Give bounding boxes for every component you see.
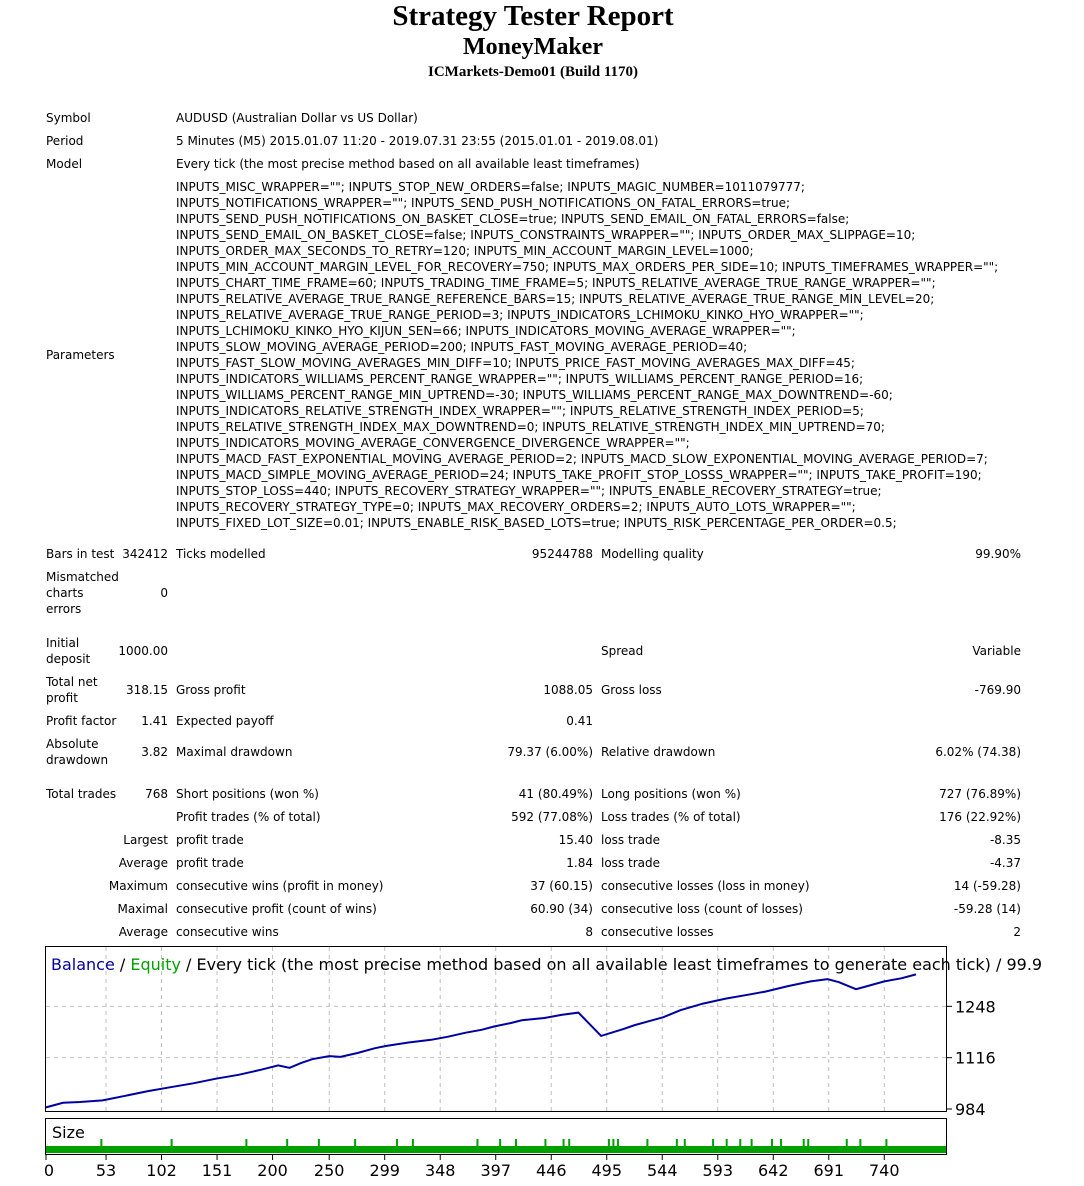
x-tick-label: 593 [702, 1161, 734, 1180]
parameters-line: INPUTS_RECOVERY_STRATEGY_TYPE=0; INPUTS_MAX_RECOVERY_ORDERS=2; INPUTS_AUTO_LOTS_WRAPPER=""; [176, 500, 856, 514]
maximal-profit-label: consecutive profit (count of wins) [176, 902, 377, 916]
parameters-line: INPUTS_MACD_FAST_EXPONENTIAL_MOVING_AVERAGE_PERIOD=2; INPUTS_MACD_SLOW_EXPONENTIAL_MOVING_AVERAGE_PERIOD=7; [176, 452, 988, 466]
size-spike [515, 1139, 517, 1147]
trades-value: 768 [145, 787, 168, 801]
parameters-line: INPUTS_SLOW_MOVING_AVERAGE_PERIOD=200; INPUTS_FAST_MOVING_AVERAGE_PERIOD=40; [176, 340, 748, 354]
size-spike [608, 1139, 610, 1147]
long-value: 727 (76.89%) [939, 787, 1021, 801]
netprofit-label-1: Total net [46, 675, 98, 689]
payoff-label: Expected payoff [176, 714, 274, 728]
avg-losses-label: consecutive losses [601, 925, 714, 939]
x-tick-label: 299 [369, 1161, 400, 1180]
size-spike [885, 1139, 887, 1147]
x-tick-label: 495 [591, 1161, 623, 1180]
maxdd-value: 79.37 (6.00%) [507, 745, 593, 759]
y-tick-label: 1248 [955, 997, 996, 1017]
size-spike [563, 1139, 565, 1147]
size-spike [100, 1139, 102, 1147]
x-tick-label: 250 [313, 1161, 345, 1180]
size-spike [751, 1139, 753, 1147]
size-spike [771, 1139, 773, 1147]
size-baseline-bar [46, 1146, 946, 1153]
parameters-line: INPUTS_ORDER_MAX_SECONDS_TO_RETRY=120; INPUTS_MIN_ACCOUNT_MARGIN_LEVEL=1000; [176, 244, 754, 258]
ltrades-value: 176 (22.92%) [939, 810, 1021, 824]
pf-value: 1.41 [141, 714, 168, 728]
size-spike [712, 1139, 714, 1147]
parameters-line: INPUTS_SEND_PUSH_NOTIFICATIONS_ON_BASKET_CLOSE=true; INPUTS_SEND_EMAIL_ON_FATAL_ERRORS=false; [176, 212, 850, 226]
spread-label: Spread [601, 644, 644, 658]
ptrades-value: 592 (77.08%) [511, 810, 593, 824]
size-spike [676, 1139, 678, 1147]
initial-value: 1000.00 [118, 644, 168, 658]
maximum-label: Maximum [108, 879, 168, 893]
parameters-line: INPUTS_INDICATORS_WILLIAMS_PERCENT_RANGE_WRAPPER=""; INPUTS_WILLIAMS_PERCENT_RANGE_PERIOD=16; [176, 372, 864, 386]
mismatch-label-2: charts [46, 586, 84, 600]
balance-equity-chart [45, 946, 1055, 1186]
grossprofit-label: Gross profit [176, 683, 246, 697]
parameters-line: INPUTS_MISC_WRAPPER=""; INPUTS_STOP_NEW_ORDERS=false; INPUTS_MAGIC_NUMBER=1011079777; [176, 180, 805, 194]
y-tick-label: 984 [955, 1100, 986, 1119]
largest-label: Largest [123, 833, 168, 847]
parameters-line: INPUTS_INDICATORS_RELATIVE_STRENGTH_INDEX_WRAPPER=""; INPUTS_RELATIVE_STRENGTH_INDEX_PERIOD=5; [176, 404, 864, 418]
model-value: Every tick (the most precise method based on all available least timeframes) [176, 157, 640, 171]
size-spike [807, 1139, 809, 1147]
ticks-label: Ticks modelled [176, 547, 266, 561]
bars-value: 342412 [122, 547, 168, 561]
absdd-value: 3.82 [141, 745, 168, 759]
parameters-line: INPUTS_NOTIFICATIONS_WRAPPER=""; INPUTS_SEND_PUSH_NOTIFICATIONS_ON_FATAL_ERRORS=true; [176, 196, 791, 210]
average-loss-label: loss trade [601, 856, 660, 870]
parameters-line: INPUTS_FIXED_LOT_SIZE=0.01; INPUTS_ENABLE_RISK_BASED_LOTS=true; INPUTS_RISK_PERCENTAGE_PER_ORDER=0.5; [176, 516, 897, 530]
model-label: Model [46, 157, 83, 171]
size-spike [739, 1139, 741, 1147]
x-tick-label: 53 [95, 1161, 117, 1180]
payoff-value: 0.41 [566, 714, 593, 728]
period-label: Period [46, 134, 84, 148]
expert-name: MoneyMaker [463, 34, 603, 60]
parameters-line: INPUTS_RELATIVE_AVERAGE_TRUE_RANGE_REFERENCE_BARS=15; INPUTS_RELATIVE_AVERAGE_TRUE_RANGE_MIN_LEVEL=20; [176, 292, 935, 306]
x-tick-label: 0 [43, 1161, 55, 1180]
short-value: 41 (80.49%) [518, 787, 593, 801]
x-tick-label: 397 [480, 1161, 511, 1180]
size-spike [684, 1139, 686, 1147]
max-losses-label: consecutive losses (loss in money) [601, 879, 810, 893]
short-label: Short positions (won %) [176, 787, 319, 801]
x-tick-label: 348 [424, 1161, 456, 1180]
parameters-label: Parameters [46, 348, 115, 362]
maximal-label: Maximal [117, 902, 168, 916]
mismatch-value: 0 [160, 586, 168, 600]
maximal-profit-value: 60.90 (34) [530, 902, 593, 916]
size-spike [612, 1139, 614, 1147]
average-profit-label: profit trade [176, 856, 244, 870]
largest-loss-value: -8.35 [989, 833, 1021, 847]
size-spike [286, 1139, 288, 1147]
max-losses-value: 14 (-59.28) [953, 879, 1021, 893]
avg-losses-value: 2 [1013, 925, 1021, 939]
x-tick-label: 691 [813, 1161, 845, 1180]
server-name: ICMarkets-Demo01 (Build 1170) [428, 64, 638, 80]
parameters-line: INPUTS_MACD_SIMPLE_MOVING_AVERAGE_PERIOD=24; INPUTS_TAKE_PROFIT_STOP_LOSSS_WRAPPER=""; INPUTS_TAKE_PROFIT=190; [176, 468, 982, 482]
average-label: Average [118, 856, 168, 870]
size-spike [859, 1139, 861, 1147]
size-spike [646, 1139, 648, 1147]
trades-label: Total trades [46, 787, 117, 801]
size-spike [726, 1139, 728, 1147]
size-spike [846, 1139, 848, 1147]
parameters-line: INPUTS_STOP_LOSS=440; INPUTS_RECOVERY_STRATEGY_WRAPPER=""; INPUTS_ENABLE_RECOVERY_STRATEGY=true; [176, 484, 882, 498]
mismatch-label-1: Mismatched [46, 570, 119, 584]
size-label: Size [52, 1123, 85, 1142]
parameters-line: INPUTS_WILLIAMS_PERCENT_RANGE_MIN_UPTREND=-30; INPUTS_WILLIAMS_PERCENT_RANGE_MAX_DOWNTREND=-60; [176, 388, 893, 402]
x-tick-label: 544 [646, 1161, 678, 1180]
spread-value: Variable [972, 644, 1021, 658]
initial-label-1: Initial [46, 636, 80, 650]
x-tick-label: 642 [757, 1161, 789, 1180]
ltrades-label: Loss trades (% of total) [601, 810, 741, 824]
maximal-loss-label: consecutive loss (count of losses) [601, 902, 803, 916]
size-spike [318, 1139, 320, 1147]
size-spike [476, 1139, 478, 1147]
legend-description: / Every tick (the most precise method based on all available least timeframes to generate each tick) / 99.9 [180, 955, 1043, 974]
ptrades-label: Profit trades (% of total) [176, 810, 321, 824]
pf-label: Profit factor [46, 714, 117, 728]
maximal-loss-value: -59.28 (14) [953, 902, 1021, 916]
size-spike [617, 1139, 619, 1147]
size-spike [780, 1139, 782, 1147]
max-wins-label: consecutive wins (profit in money) [176, 879, 384, 893]
y-axis-ticks [946, 997, 996, 1119]
x-tick-label: 446 [535, 1161, 567, 1180]
bars-label: Bars in test [46, 547, 115, 561]
legend-separator: / [114, 955, 131, 974]
size-spike [354, 1139, 356, 1147]
legend-equity: Equity [130, 955, 181, 974]
size-spike [245, 1139, 247, 1147]
initial-label-2: deposit [46, 652, 91, 666]
size-spike [803, 1139, 805, 1147]
netprofit-value: 318.15 [126, 683, 168, 697]
mismatch-label-3: errors [46, 602, 82, 616]
grossloss-label: Gross loss [601, 683, 662, 697]
parameters-line: INPUTS_LCHIMOKU_KINKO_HYO_KIJUN_SEN=66; INPUTS_INDICATORS_MOVING_AVERAGE_WRAPPER=""; [176, 324, 796, 338]
symbol-value: AUDUSD (Australian Dollar vs US Dollar) [176, 111, 418, 125]
parameters-line: INPUTS_CHART_TIME_FRAME=60; INPUTS_TRADING_TIME_FRAME=5; INPUTS_RELATIVE_AVERAGE_TRUE_RANGE_WRAPPER=""; [176, 276, 936, 290]
symbol-label: Symbol [46, 111, 91, 125]
period-value: 5 Minutes (M5) 2015.01.07 11:20 - 2019.07.31 23:55 (2015.01.01 - 2019.08.01) [176, 134, 659, 148]
size-spike [568, 1139, 570, 1147]
quality-value: 99.90% [975, 547, 1021, 561]
parameters-line: INPUTS_FAST_SLOW_MOVING_AVERAGES_MIN_DIFF=10; INPUTS_PRICE_FAST_MOVING_AVERAGES_MAX_DIFF=45; [176, 356, 855, 370]
report-title: Strategy Tester Report [392, 0, 674, 32]
parameters-line: INPUTS_RELATIVE_STRENGTH_INDEX_MAX_DOWNTREND=0; INPUTS_RELATIVE_STRENGTH_INDEX_MIN_UPTREND=70; [176, 420, 885, 434]
parameters-line: INPUTS_SEND_EMAIL_ON_BASKET_CLOSE=false; INPUTS_CONSTRAINTS_WRAPPER=""; INPUTS_ORDER_MAX_SLIPPAGE=10; [176, 228, 916, 242]
parameters-value [176, 179, 998, 531]
size-spike [171, 1139, 173, 1147]
quality-label: Modelling quality [601, 547, 704, 561]
largest-profit-value: 15.40 [558, 833, 593, 847]
max-wins-value: 37 (60.15) [530, 879, 593, 893]
grossloss-value: -769.90 [974, 683, 1021, 697]
x-tick-label: 740 [869, 1161, 900, 1180]
parameters-line: INPUTS_RELATIVE_AVERAGE_TRUE_RANGE_PERIOD=3; INPUTS_INDICATORS_LCHIMOKU_KINKO_HYO_WRAPPER=""; [176, 308, 864, 322]
reldd-value: 6.02% (74.38) [935, 745, 1021, 759]
reldd-label: Relative drawdown [601, 745, 716, 759]
avg-consec-label: Average [118, 925, 168, 939]
parameters-line: INPUTS_INDICATORS_MOVING_AVERAGE_CONVERGENCE_DIVERGENCE_WRAPPER=""; [176, 436, 690, 450]
x-tick-label: 102 [146, 1161, 177, 1180]
largest-profit-label: profit trade [176, 833, 244, 847]
avg-wins-label: consecutive wins [176, 925, 279, 939]
size-spike [499, 1139, 501, 1147]
x-axis-ticks [44, 1154, 900, 1180]
netprofit-label-2: profit [46, 691, 78, 705]
avg-wins-value: 8 [585, 925, 593, 939]
absdd-label-1: Absolute [46, 737, 99, 751]
chart-legend [51, 955, 1042, 974]
size-spike [396, 1139, 398, 1147]
long-label: Long positions (won %) [601, 787, 741, 801]
ticks-value: 95244788 [531, 547, 593, 561]
parameters-line: INPUTS_MIN_ACCOUNT_MARGIN_LEVEL_FOR_RECOVERY=750; INPUTS_MAX_ORDERS_PER_SIDE=10; INPUTS_TIMEFRAMES_WRAPPER=""; [176, 260, 999, 274]
average-loss-value: -4.37 [989, 856, 1021, 870]
absdd-label-2: drawdown [46, 753, 109, 767]
size-spike [544, 1139, 546, 1147]
x-tick-label: 151 [201, 1161, 233, 1180]
y-tick-label: 1116 [955, 1048, 996, 1068]
legend-balance: Balance [51, 955, 115, 974]
largest-loss-label: loss trade [601, 833, 660, 847]
size-spike [412, 1139, 414, 1147]
maxdd-label: Maximal drawdown [176, 745, 293, 759]
x-tick-label: 200 [257, 1161, 288, 1180]
average-profit-value: 1.84 [566, 856, 593, 870]
grossprofit-value: 1088.05 [543, 683, 593, 697]
